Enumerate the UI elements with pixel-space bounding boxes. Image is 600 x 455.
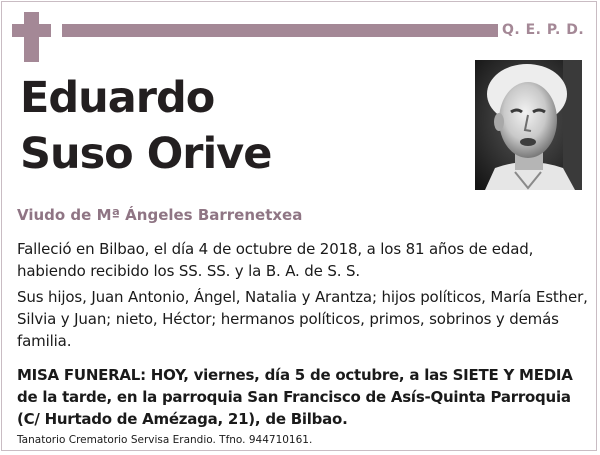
qepd-label: Q. E. P. D. [502,22,585,38]
death-notice: Falleció en Bilbao, el día 4 de octubre de 2018, a los 81 años de edad, habiendo recibido los SS. SS. y la B. A. de S. S. [17,240,534,280]
header-rule [62,24,498,37]
portrait-photo [475,60,582,190]
funeral-home-contact: Tanatorio Crematorio Servisa Erandio. Tfno. 944710161. [17,434,313,446]
family-notice: Sus hijos, Juan Antonio, Ángel, Natalia y Arantza; hijos políticos, María Esther, Silvia y Juan; nieto, Héctor; hermanos políticos, primos, sobrinos y demás familia. [17,288,588,350]
deceased-name [20,70,271,182]
widower-subtitle: Viudo de Mª Ángeles Barrenetxea [17,206,303,224]
portrait-photo-icon [475,60,582,190]
funeral-notice: MISA FUNERAL: HOY, viernes, día 5 de octubre, a las SIETE Y MEDIA de la tarde, en la parroquia San Francisco de Asís-Quinta Parroquia (C/ Hurtado de Amézaga, 21), de Bilbao. [17,366,573,428]
surnames: Suso Orive [20,129,272,179]
obituary-card [1,1,597,451]
cross-icon [24,12,39,62]
cross-icon-bar [12,24,51,37]
first-name: Eduardo [20,73,215,123]
